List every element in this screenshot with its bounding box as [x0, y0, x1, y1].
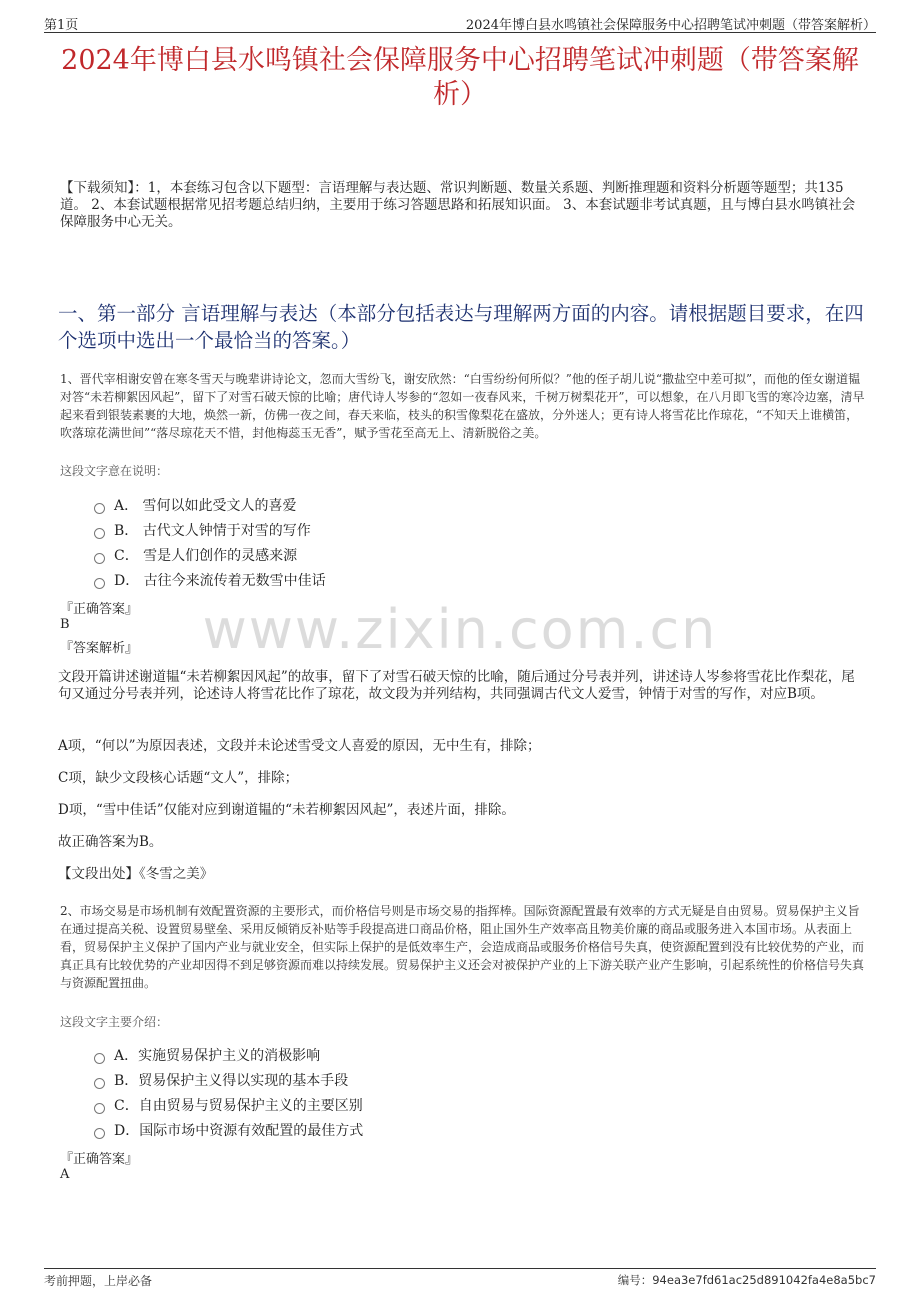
option-label: B．贸易保护主义得以实现的基本手段	[114, 1073, 349, 1089]
section-heading: 一、第一部分 言语理解与表达（本部分包括表达与理解两方面的内容。请根据题目要求，在四个选项中选出一个最恰当的答案。）	[58, 302, 864, 352]
question-2-option-a[interactable]	[94, 1045, 320, 1065]
question-1-analysis-d: D项，“雪中佳话”仅能对应到谢道韫的“未若柳絮因风起”，表述片面，排除。	[58, 802, 515, 818]
radio-icon[interactable]	[94, 1078, 105, 1089]
question-1-analysis-a: A项，“何以”为原因表述，文段并未论述雪受文人喜爱的原因，无中生有，排除；	[58, 738, 541, 754]
question-1-analysis-conclusion: 故正确答案为B。	[58, 834, 163, 850]
option-label: D．国际市场中资源有效配置的最佳方式	[114, 1123, 364, 1139]
option-label: A． 雪何以如此受文人的喜爱	[114, 498, 297, 514]
question-2-answer-label: 『正确答案』	[60, 1152, 139, 1167]
download-notice: 【下载须知】：1，本套练习包含以下题型：言语理解与表达题、常识判断题、数量关系题、判断推理题和资料分析题等题型；共135道。 2、本套试题根据常见招考题总结归纳，主要用于练习答题思路和拓展知识面。 3、本套试题非考试真题，且与博白县水鸣镇社会保障服务中心无关。	[60, 180, 856, 230]
option-label: C． 雪是人们创作的灵感来源	[114, 548, 298, 564]
question-1-option-d[interactable]	[94, 570, 326, 590]
radio-icon[interactable]	[94, 578, 105, 589]
option-label: C．自由贸易与贸易保护主义的主要区别	[114, 1098, 363, 1114]
question-1-option-c[interactable]	[94, 545, 297, 565]
question-1-option-b[interactable]	[94, 520, 311, 540]
header-page-label: 第1页	[44, 18, 79, 33]
footer-divider	[44, 1268, 876, 1269]
question-2-prompt: 这段文字主要介绍：	[60, 1015, 169, 1029]
question-1-answer: B	[60, 617, 70, 632]
radio-icon[interactable]	[94, 503, 105, 514]
question-2-option-b[interactable]	[94, 1070, 348, 1090]
radio-icon[interactable]	[94, 528, 105, 539]
radio-icon[interactable]	[94, 553, 105, 564]
question-1-answer-label: 『正确答案』	[60, 602, 139, 617]
radio-icon[interactable]	[94, 1053, 105, 1064]
option-label: B． 古代文人钟情于对雪的写作	[114, 523, 311, 539]
question-1-source: 【文段出处】《冬雪之美》	[58, 866, 214, 882]
watermark: www.zixin.com.cn	[202, 598, 718, 661]
header-divider	[44, 32, 876, 33]
header-doc-title: 2024年博白县水鸣镇社会保障服务中心招聘笔试冲刺题（带答案解析）	[465, 18, 876, 33]
question-1-analysis-label: 『答案解析』	[60, 641, 139, 656]
question-1-option-a[interactable]	[94, 495, 297, 515]
radio-icon[interactable]	[94, 1103, 105, 1114]
radio-icon[interactable]	[94, 1128, 105, 1139]
question-1-prompt: 这段文字意在说明：	[60, 464, 169, 478]
question-2-answer: A	[60, 1167, 70, 1182]
question-2-stem: 2、市场交易是市场机制有效配置资源的主要形式，而价格信号则是市场交易的指挥棒。国际资源配置最有效率的方式无疑是自由贸易。贸易保护主义旨在通过提高关税、设置贸易壁垒、采用反倾销反补贴等手段提高进口商品价格，阻止国外生产效率高且物美价廉的商品或服务进入本国市场。从表面上看，贸易保护主义保护了国内产业与就业安全，但实际上保护的是低效率生产，会造成商品或服务价格信号失真，使资源配置到没有比较优势的产业，而真正具有比较优势的产业却因得不到足够资源而难以持续发展。贸易保护主义还会对被保护产业的上下游关联产业产生影响，引起系统性的价格信号失真与资源配置扭曲。	[60, 904, 865, 990]
question-2-option-d[interactable]	[94, 1120, 363, 1140]
question-1-analysis-main: 文段开篇讲述谢道韫“未若柳絮因风起”的故事，留下了对雪石破天惊的比喻，随后通过分号表并列，讲述诗人岑参将雪花比作梨花，尾句又通过分号表并列，论述诗人将雪花比作了琼花，故文段为并列结构，共同强调古代文人爱雪，钟情于对雪的写作，对应B项。	[58, 669, 855, 702]
question-1-analysis-c: C项，缺少文段核心话题“文人”，排除；	[58, 770, 299, 786]
footer-doc-id: 编号：94ea3e7fd61ac25d891042fa4e8a5bc7	[617, 1273, 876, 1287]
document-title: 2024年博白县水鸣镇社会保障服务中心招聘笔试冲刺题（带答案解析）	[61, 45, 859, 110]
footer-slogan: 考前押题，上岸必备	[44, 1274, 153, 1288]
question-1-stem: 1、晋代宰相谢安曾在寒冬雪天与晚辈讲诗论文，忽而大雪纷飞，谢安欣然：“白雪纷纷何所似？”他的侄子胡儿说“撒盐空中差可拟”，而他的侄女谢道韫对答“未若柳絮因风起”，留下了对雪石破天惊的比喻；唐代诗人岑参的“忽如一夜春风来，千树万树梨花开”，可以想象，在八月即飞雪的寒冷边塞，清早起来看到银装素裹的大地，焕然一新，仿佛一夜之间，春天来临，枝头的积雪像梨花在盛放，分外迷人；更有诗人将雪花比作琼花，“不知天上谁横笛，吹落琼花满世间”“落尽琼花天不惜，封他梅蕊玉无香”，赋予雪花至高无上、清新脱俗之美。	[60, 372, 865, 440]
option-label: D． 古往今来流传着无数雪中佳话	[114, 573, 326, 589]
option-label: A．实施贸易保护主义的消极影响	[114, 1048, 321, 1064]
question-2-option-c[interactable]	[94, 1095, 363, 1115]
